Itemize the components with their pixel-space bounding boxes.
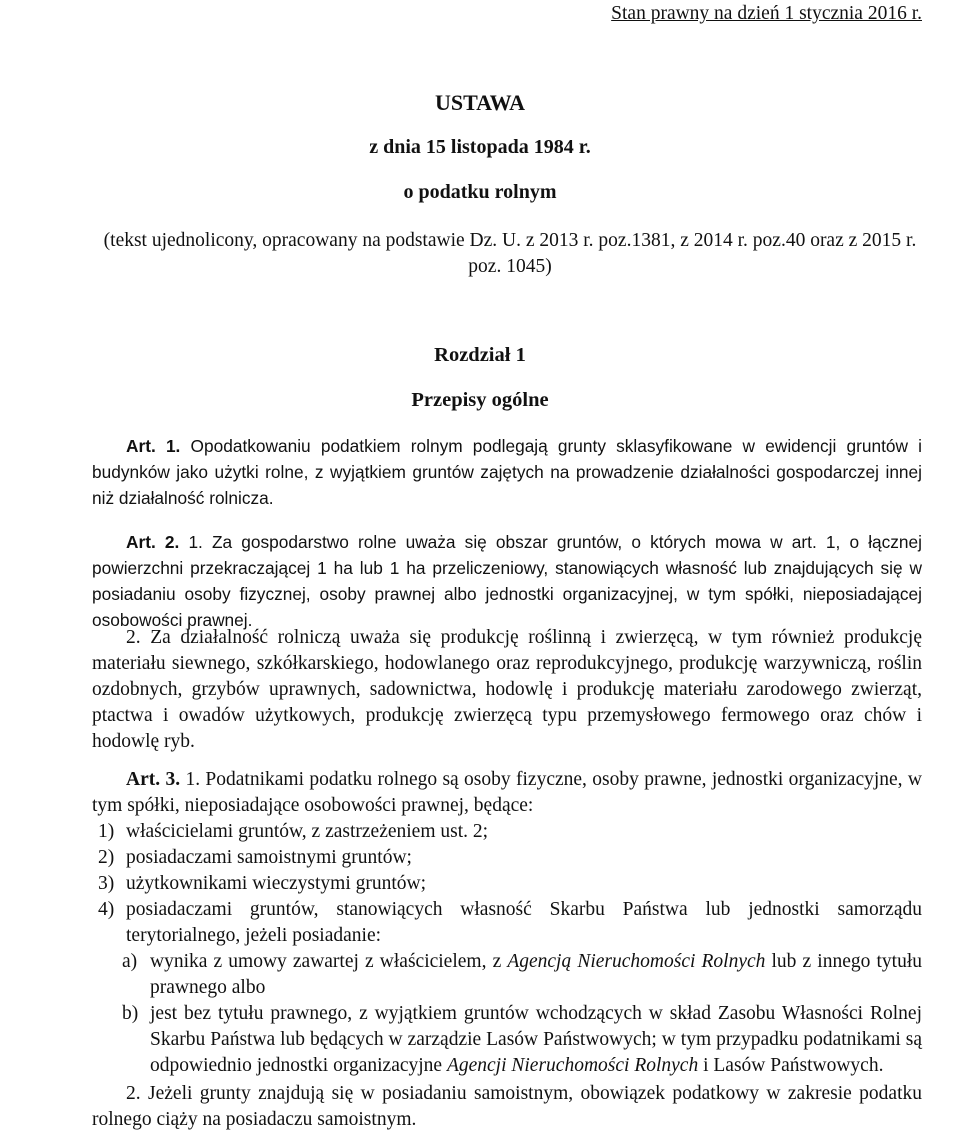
article-2-p1-text: 1. Za gospodarstwo rolne uważa się obszar gruntów, o których mowa w art. 1, o łącznej powierzchni przekraczającej 1 ha lub 1 ha przeliczeniowy, stanowiących własność lub znajdujących się w posiadaniu osoby fizycznej, osoby prawnej albo jednostki organizacyjnej, w tym spółki, nieposiadającej osobowości prawnej. xyxy=(92,532,922,630)
article-2-paragraph-1 xyxy=(92,529,922,633)
list-item xyxy=(98,871,922,897)
sub-item-a xyxy=(122,949,922,1001)
list-item-number: 1) xyxy=(98,821,115,842)
list-item-text: właścicielami gruntów, z zastrzeżeniem ust. 2; xyxy=(126,821,489,842)
article-2-label: Art. 2. xyxy=(126,532,180,552)
act-type-title: USTAWA xyxy=(434,90,526,115)
list-item-number: 4) xyxy=(98,899,115,920)
chapter-number: Rozdział 1 xyxy=(434,344,526,366)
list-item xyxy=(98,845,922,871)
article-2-paragraph-2: 2. Za działalność rolniczą uważa się produkcję roślinną i zwierzęcą, w tym również produkcję materiału siewnego, szkółkarskiego, hodowlanego oraz reprodukcyjnego, produkcję warzywniczą, roślin ozdobnych, grzybów uprawnych, sadownictwa, hodowlę i produkcję materiału zarodowego zwierząt, ptactwa i owadów użytkowych, produkcję zwierzęcą typu przemysłowego fermowego oraz chów i hodowlę ryb. xyxy=(92,627,922,752)
list-item-number: 3) xyxy=(98,873,115,894)
agency-name: Agencji Nieruchomości Rolnych xyxy=(446,1055,699,1076)
sub-item-a-text: wynika z umowy zawartej z właścicielem, z xyxy=(150,951,508,972)
list-item-text: posiadaczami gruntów, stanowiących własność Skarbu Państwa lub jednostki samorządu terytorialnego, jeżeli posiadanie: xyxy=(126,899,922,946)
article-3-paragraph-2: 2. Jeżeli grunty znajdują się w posiadaniu samoistnym, obowiązek podatkowy w zakresie podatku rolnego ciąży na posiadaczu samoistnym. xyxy=(92,1083,922,1130)
act-subject: o podatku rolnym xyxy=(403,181,557,203)
article-1-label: Art. 1. xyxy=(126,436,181,456)
sub-item-b-text: jest bez tytułu prawnego, z wyjątkiem gruntów wchodzących w skład Zasobu Własności Rolnej Skarbu Państwa lub będących w zarządzie Lasów Państwowych; w tym przypadku podatnikami są odpowiednio jednostki organizacyjne xyxy=(150,1003,922,1076)
list-item xyxy=(98,897,922,949)
legal-status-header: Stan prawny na dzień 1 stycznia 2016 r. xyxy=(611,3,922,24)
article-3-intro-text: 1. Podatnikami podatku rolnego są osoby fizyczne, osoby prawne, jednostki organizacyjne, w tym spółki, nieposiadające osobowości prawnej, będące: xyxy=(92,769,922,816)
list-item-number: 2) xyxy=(98,847,115,868)
sub-item-letter: b) xyxy=(122,1003,139,1024)
article-1 xyxy=(92,433,922,511)
article-1-text: Opodatkowaniu podatkiem rolnym podlegają grunty sklasyfikowane w ewidencji gruntów i budynków jako użytki rolne, z wyjątkiem gruntów zajętych na prowadzenie działalności gospodarczej innej niż działalność rolnicza. xyxy=(92,436,922,508)
sub-item-a-text-end: lub z innego tytułu prawnego albo xyxy=(150,951,922,998)
list-item-text: użytkownikami wieczystymi gruntów; xyxy=(126,873,427,894)
agency-name: Agencją Nieruchomości Rolnych xyxy=(507,951,766,972)
act-date: z dnia 15 listopada 1984 r. xyxy=(369,136,591,158)
sub-item-b-text-end: i Lasów Państwowych. xyxy=(698,1055,884,1076)
sub-item-letter: a) xyxy=(122,951,138,972)
chapter-name: Przepisy ogólne xyxy=(411,389,549,411)
list-item xyxy=(98,819,922,845)
consolidated-text-note: (tekst ujednolicony, opracowany na podstawie Dz. U. z 2013 r. poz.1381, z 2014 r. poz.40 oraz z 2015 r. poz. 1045) xyxy=(103,230,917,277)
sub-item-b xyxy=(122,1001,922,1079)
article-3-label: Art. 3. xyxy=(126,769,181,790)
article-3-intro xyxy=(92,767,922,819)
list-item-text: posiadaczami samoistnymi gruntów; xyxy=(126,847,412,868)
